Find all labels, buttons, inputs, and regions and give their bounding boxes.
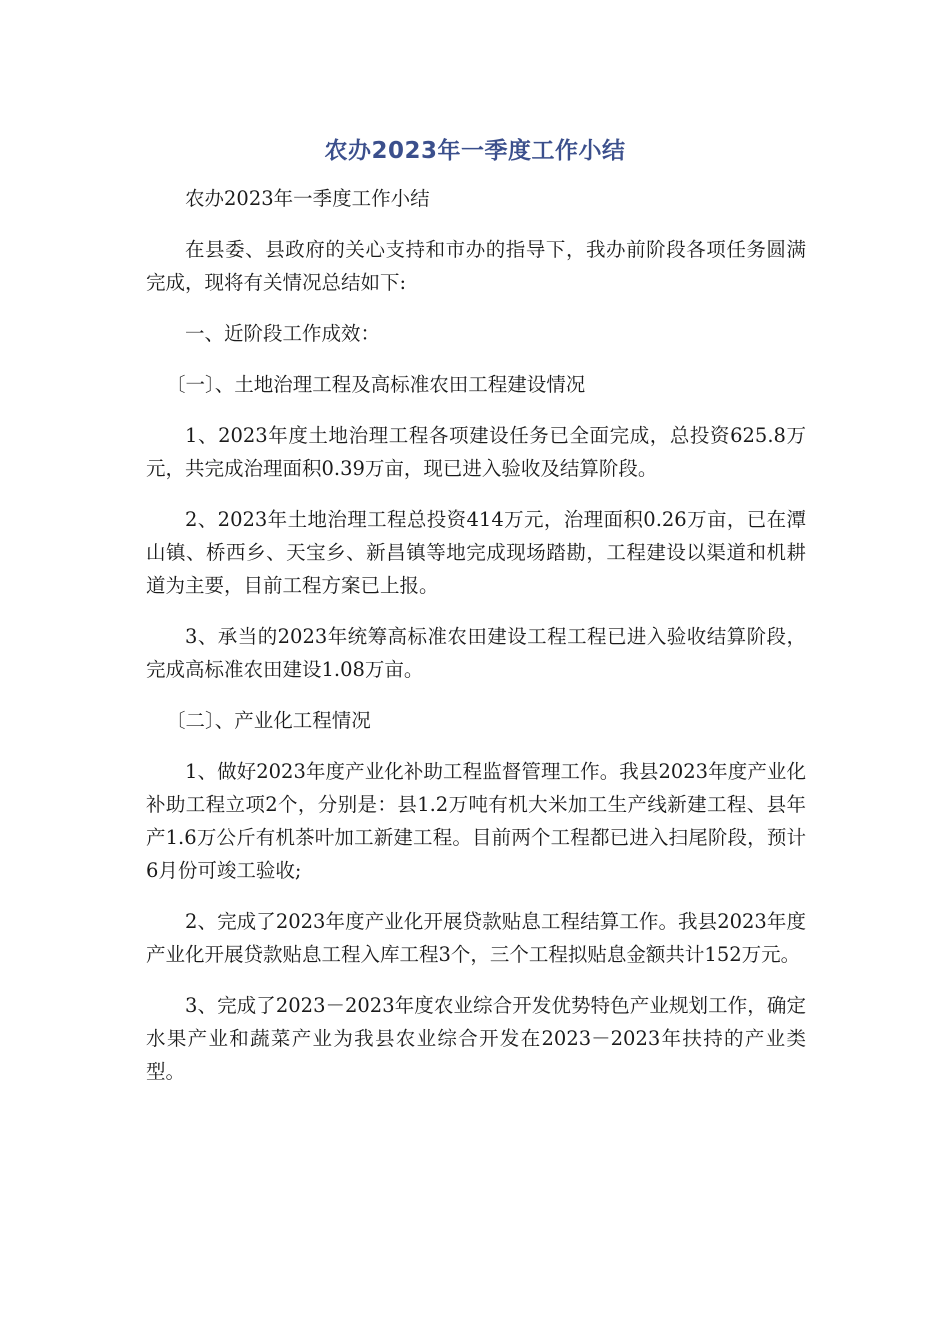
section-heading-1: 一、近阶段工作成效：	[185, 322, 381, 345]
paragraph-item: 1、2023年度土地治理工程各项建设任务已全面完成，总投资625.8万元，共完成治理面积0.39万亩，现已进入验收及结算阶段。	[146, 424, 806, 480]
paragraph-item: 2、2023年土地治理工程总投资414万元，治理面积0.26万亩，已在潭山镇、桥西乡、天宝乡、新昌镇等地完成现场踏勘，工程建设以渠道和机耕道为主要，目前工程方案已上报。	[146, 508, 806, 597]
document-body	[146, 182, 806, 1106]
paragraph-item: 1、做好2023年度产业化补助工程监督管理工作。我县2023年度产业化补助工程立项2个，分别是：县1.2万吨有机大米加工生产线新建工程、县年产1.6万公斤有机茶叶加工新建工程。目前两个工程都已进入扫尾阶段，预计6月份可竣工验收;	[146, 760, 806, 882]
paragraph-item: 3、承当的2023年统筹高标准农田建设工程工程已进入验收结算阶段，完成高标准农田建设1.08万亩。	[146, 625, 806, 681]
paragraph-intro: 在县委、县政府的关心支持和市办的指导下，我办前阶段各项任务圆满完成，现将有关情况总结如下:	[146, 238, 806, 294]
subsection-heading-1: 〔一〕、土地治理工程及高标准农田工程建设情况	[166, 373, 586, 396]
subsection-heading-2: 〔二〕、产业化工程情况	[166, 709, 371, 732]
document-title: 农办2023年一季度工作小结	[324, 138, 626, 164]
paragraph-item: 3、完成了2023－2023年度农业综合开发优势特色产业规划工作，确定水果产业和蔬菜产业为我县农业综合开发在2023－2023年扶持的产业类型。	[146, 994, 806, 1083]
paragraph-subtitle: 农办2023年一季度工作小结	[185, 187, 430, 210]
paragraph-item: 2、完成了2023年度产业化开展贷款贴息工程结算工作。我县2023年度产业化开展贷款贴息工程入库工程3个，三个工程拟贴息金额共计152万元。	[146, 910, 806, 966]
